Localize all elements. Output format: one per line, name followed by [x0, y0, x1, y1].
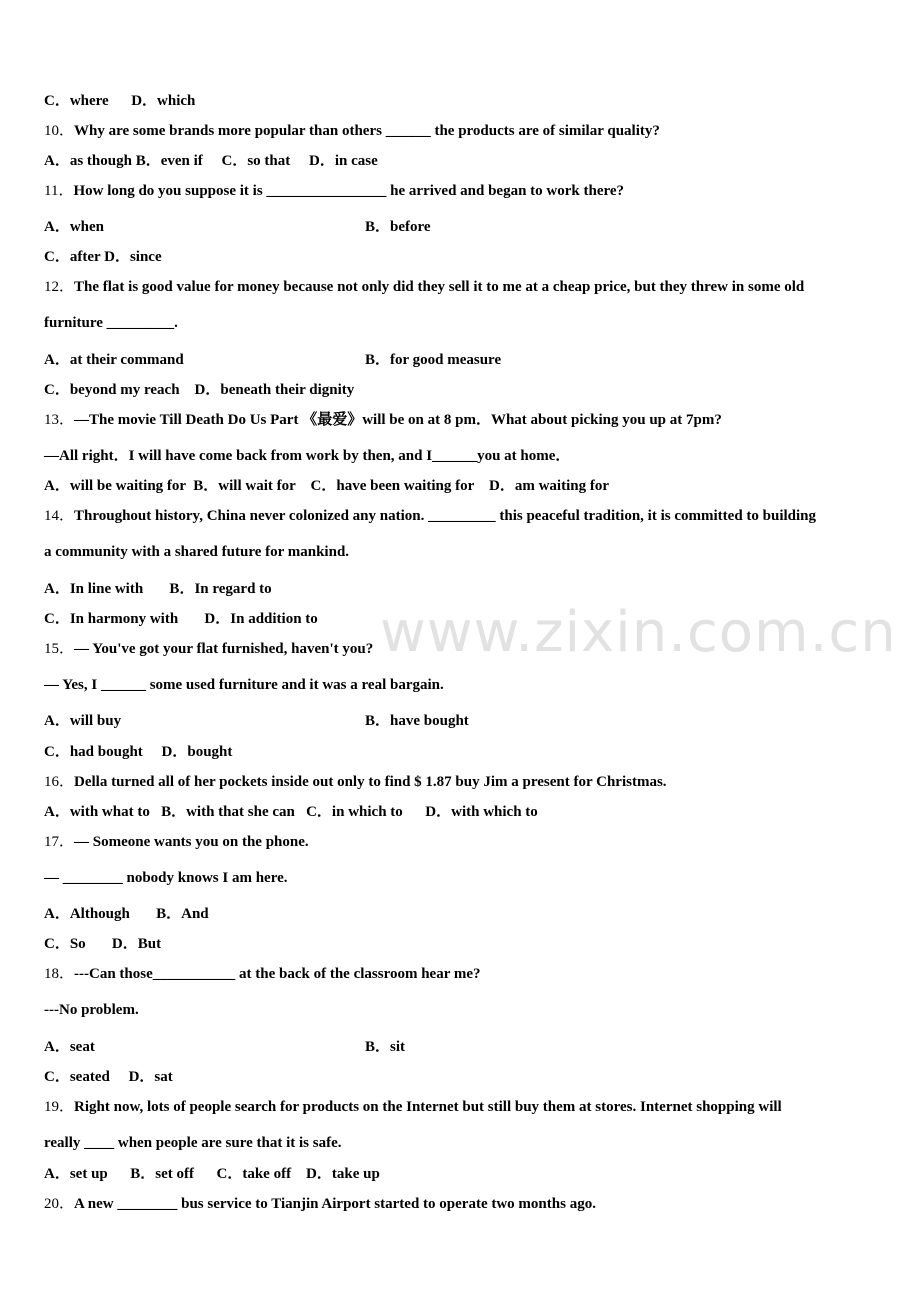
question-number: 17．: [44, 834, 75, 850]
question-text: Throughout history, China never colonized any nation. _________ this peaceful tradition, it is committed to building: [74, 508, 817, 524]
line-text: A．will buy: [44, 713, 122, 729]
text-line: [44, 1038, 95, 1056]
question-number: 19．: [44, 1099, 75, 1115]
question-text: A new ________ bus service to Tianjin Airport started to operate two months ago.: [74, 1196, 596, 1212]
question-stem: [44, 1098, 782, 1116]
line-text: a community with a shared future for mankind.: [44, 544, 350, 560]
question-text: Della turned all of her pockets inside out only to find $ 1.87 buy Jim a present for Christmas.: [74, 774, 667, 790]
question-stem: [44, 182, 624, 200]
line-text: A．seat: [44, 1039, 95, 1055]
text-line: [44, 447, 570, 465]
question-text: ---Can those___________ at the back of the classroom hear me?: [74, 966, 481, 982]
line-text: — Yes, I ______ some used furniture and it was a real bargain.: [44, 677, 444, 693]
question-stem: [44, 278, 804, 296]
text-line: [44, 381, 354, 399]
text-line: [44, 935, 161, 953]
watermark: www.zixin.com.cn: [380, 600, 897, 665]
option-b: B．sit: [365, 1039, 406, 1055]
text-line: [44, 1001, 139, 1019]
option-b: B．have bought: [365, 713, 469, 729]
text-line: [44, 1134, 341, 1152]
text-line: [44, 543, 349, 561]
line-text: C．where D．which: [44, 93, 196, 109]
line-text: C．after D．since: [44, 249, 162, 265]
line-text: — ________ nobody knows I am here.: [44, 870, 288, 886]
line-text: C．beyond my reach D．beneath their dignity: [44, 382, 355, 398]
question-text: —The movie Till Death Do Us Part 《最爱》will be on at 8 pm．What about picking you up at 7pm?: [74, 412, 722, 428]
line-text: A．when: [44, 219, 105, 235]
line-text: C．had bought D．bought: [44, 744, 233, 760]
option-b: B．for good measure: [365, 352, 502, 368]
question-stem: [44, 965, 481, 983]
question-number: 13．: [44, 412, 75, 428]
text-line: [44, 869, 288, 887]
line-text: A．as though B．even if C．so that D．in case: [44, 153, 378, 169]
question-text: How long do you suppose it is ________________ he arrived and began to work there?: [73, 183, 625, 199]
question-number: 16．: [44, 774, 75, 790]
text-line: [44, 712, 121, 730]
line-text: A．at their command: [44, 352, 184, 368]
line-text: C．So D．But: [44, 936, 162, 952]
text-line: [44, 803, 538, 821]
text-line: [44, 676, 444, 694]
text-line: [44, 92, 195, 110]
question-stem: [44, 773, 667, 791]
line-text: really ____ when people are sure that it is safe.: [44, 1135, 342, 1151]
question-text: — Someone wants you on the phone.: [74, 834, 309, 850]
question-text: Why are some brands more popular than others ______ the products are of similar quality?: [74, 123, 660, 139]
question-text: — You've got your flat furnished, haven't you?: [74, 641, 374, 657]
question-number: 12．: [44, 279, 75, 295]
question-stem: [44, 507, 816, 525]
question-number: 20．: [44, 1196, 75, 1212]
question-number: 14．: [44, 508, 75, 524]
text-line: [44, 1068, 173, 1086]
line-text: A．with what to B．with that she can C．in which to D．with which to: [44, 804, 538, 820]
question-number: 10．: [44, 123, 75, 139]
text-line: [44, 1165, 380, 1183]
question-stem: [44, 833, 309, 851]
text-line: [44, 248, 162, 266]
line-text: A．set up B．set off C．take off D．take up: [44, 1166, 380, 1182]
question-stem: [44, 122, 660, 140]
text-line: [44, 351, 184, 369]
text-line: [44, 477, 609, 495]
line-text: A．will be waiting for B．will wait for C．have been waiting for D．am waiting for: [44, 478, 609, 494]
line-text: C．seated D．sat: [44, 1069, 173, 1085]
text-line: [44, 743, 232, 761]
text-line: [44, 218, 104, 236]
line-text: furniture _________.: [44, 315, 178, 331]
line-text: ---No problem.: [44, 1002, 139, 1018]
question-stem: [44, 640, 373, 658]
text-line: [44, 152, 378, 170]
question-text: Right now, lots of people search for products on the Internet but still buy them at stores. Internet shopping will: [74, 1099, 782, 1115]
question-stem: [44, 411, 722, 429]
question-text: The flat is good value for money because not only did they sell it to me at a cheap price, but they threw in some old: [74, 279, 805, 295]
line-text: —All right．I will have come back from work by then, and I______you at home．: [44, 448, 571, 464]
question-stem: [44, 1195, 596, 1213]
text-line: [44, 610, 318, 628]
text-line: [44, 314, 178, 332]
line-text: A．In line with B．In regard to: [44, 581, 272, 597]
line-text: A．Although B．And: [44, 906, 209, 922]
text-line: [44, 905, 209, 923]
text-line: [44, 580, 272, 598]
line-text: C．In harmony with D．In addition to: [44, 611, 318, 627]
option-b: B．before: [365, 219, 431, 235]
question-number: 15．: [44, 641, 75, 657]
question-number: 18．: [44, 966, 75, 982]
question-number: 11．: [44, 183, 74, 199]
